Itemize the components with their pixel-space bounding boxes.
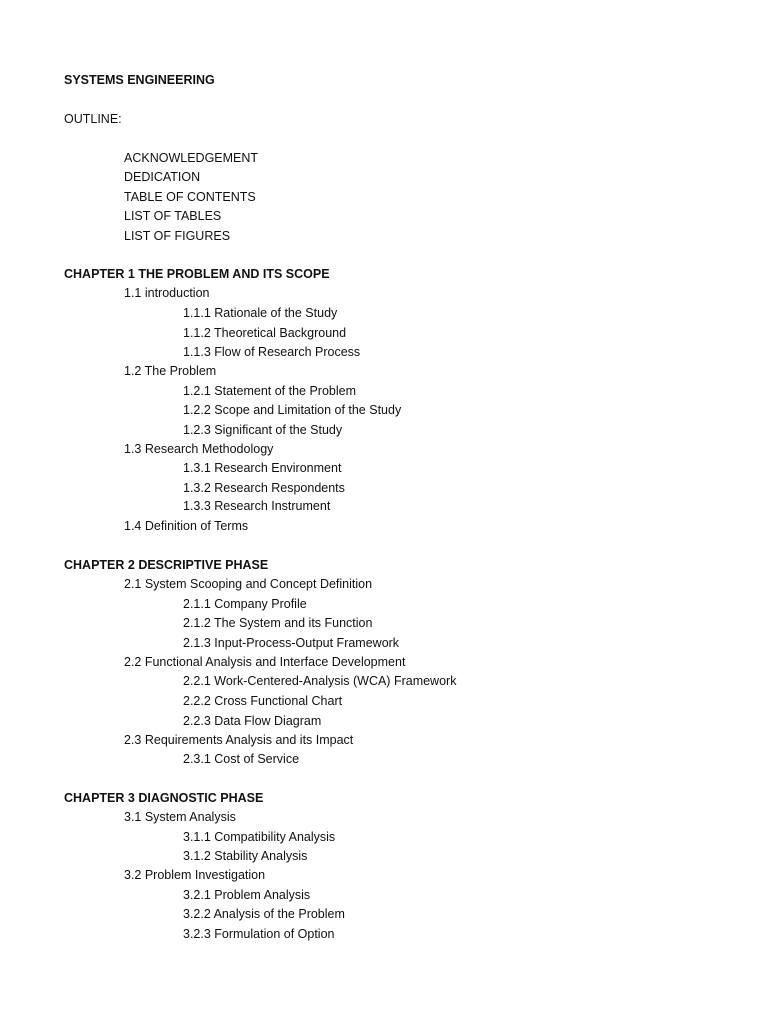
section-title: 1.3 Research Methodology xyxy=(124,442,274,456)
section-title: 3.2 Problem Investigation xyxy=(124,868,266,882)
document-title: SYSTEMS ENGINEERING xyxy=(64,73,215,87)
subsection-title: 2.3.1 Cost of Service xyxy=(183,752,300,766)
front-matter-item: DEDICATION xyxy=(124,170,201,184)
front-matter-item: LIST OF FIGURES xyxy=(124,229,231,243)
chapter-heading: CHAPTER 1 THE PROBLEM AND ITS SCOPE xyxy=(64,267,330,281)
section-title: 1.4 Definition of Terms xyxy=(124,519,249,533)
front-matter-item: LIST OF TABLES xyxy=(124,209,222,223)
subsection-title: 2.2.1 Work-Centered-Analysis (WCA) Framework xyxy=(183,674,457,688)
chapter-heading: CHAPTER 2 DESCRIPTIVE PHASE xyxy=(64,558,269,572)
subsection-title: 2.1.1 Company Profile xyxy=(183,597,307,611)
subsection-title: 3.1.1 Compatibility Analysis xyxy=(183,830,336,844)
subsection-title: 1.2.1 Statement of the Problem xyxy=(183,384,357,398)
front-matter-item: TABLE OF CONTENTS xyxy=(124,190,256,204)
subsection-title: 1.1.1 Rationale of the Study xyxy=(183,306,338,320)
section-title: 1.1 introduction xyxy=(124,286,210,300)
subsection-title: 3.2.3 Formulation of Option xyxy=(183,927,335,941)
subsection-title: 1.2.3 Significant of the Study xyxy=(183,423,343,437)
front-matter-item: ACKNOWLEDGEMENT xyxy=(124,151,259,165)
subsection-title: 1.3.1 Research Environment xyxy=(183,461,342,475)
section-title: 1.2 The Problem xyxy=(124,364,217,378)
chapter-heading: CHAPTER 3 DIAGNOSTIC PHASE xyxy=(64,791,264,805)
section-title: 2.1 System Scooping and Concept Definition xyxy=(124,577,373,591)
subsection-title: 3.1.2 Stability Analysis xyxy=(183,849,308,863)
subsection-title: 2.1.3 Input-Process-Output Framework xyxy=(183,636,400,650)
subsection-title: 1.3.2 Research Respondents xyxy=(183,481,345,495)
section-title: 2.3 Requirements Analysis and its Impact xyxy=(124,733,354,747)
subsection-title: 3.2.2 Analysis of the Problem xyxy=(183,907,345,921)
subsection-title: 1.2.2 Scope and Limitation of the Study xyxy=(183,403,402,417)
outline-label: OUTLINE: xyxy=(64,112,122,126)
section-title: 3.1 System Analysis xyxy=(124,810,236,824)
subsection-title: 1.1.2 Theoretical Background xyxy=(183,326,347,340)
subsection-title: 2.2.2 Cross Functional Chart xyxy=(183,694,343,708)
subsection-title: 1.1.3 Flow of Research Process xyxy=(183,345,361,359)
section-title: 2.2 Functional Analysis and Interface Development xyxy=(124,655,406,669)
subsection-title: 2.1.2 The System and its Function xyxy=(183,616,373,630)
subsection-title: 1.3.3 Research Instrument xyxy=(183,499,331,513)
subsection-title: 2.2.3 Data Flow Diagram xyxy=(183,714,322,728)
subsection-title: 3.2.1 Problem Analysis xyxy=(183,888,311,902)
